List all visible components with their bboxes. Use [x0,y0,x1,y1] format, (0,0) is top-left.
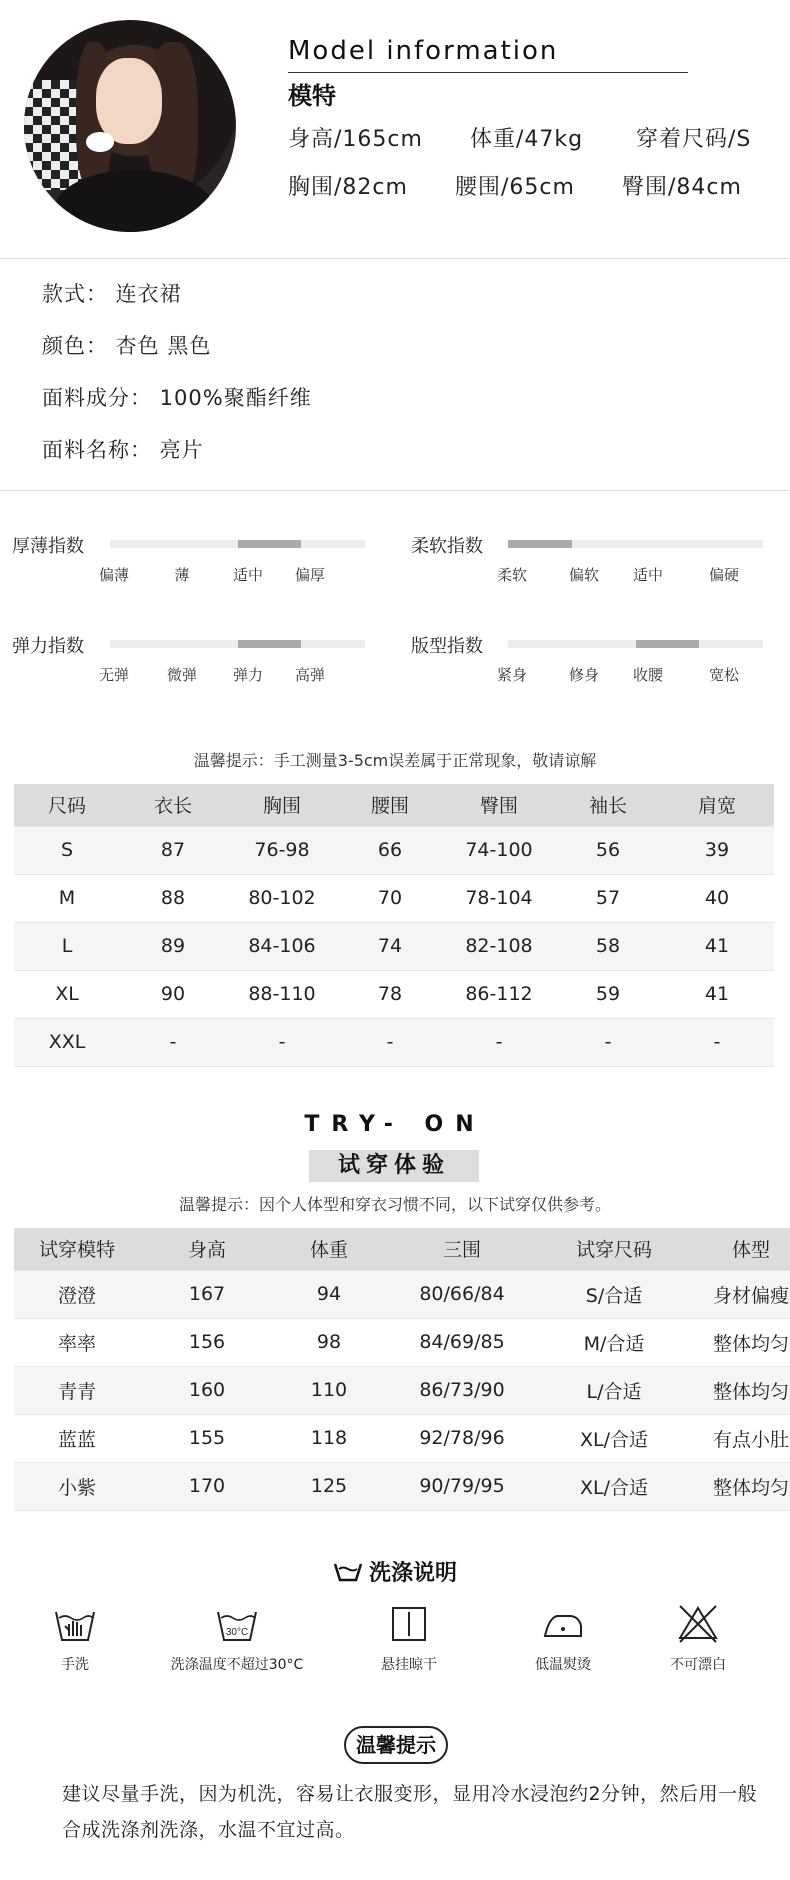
tryon-subtitle: 试穿体验 [309,1150,479,1182]
attr-composition: 面料成分： 100%聚酯纤维 [42,386,312,410]
model-stats-row-1 [288,122,751,153]
model-avatar [24,20,236,232]
table-cell: 41 [660,922,774,970]
table-cell: 率率 [14,1318,140,1366]
wash-item-30c [162,1604,312,1674]
table-cell: - [660,1018,774,1066]
table-cell: 有点小肚 [688,1414,790,1462]
table-cell: 整体均匀 [688,1318,790,1366]
index-label: 柔软 [496,566,527,584]
table-cell: 小紫 [14,1462,140,1510]
index-title-elasticity: 弹力指数 [12,636,84,657]
table-cell: 74-100 [442,826,556,874]
size-table-header: 肩宽 [660,784,774,826]
table-cell: - [442,1018,556,1066]
basin-icon [333,1561,363,1583]
table-cell: 39 [660,826,774,874]
table-cell: 82-108 [442,922,556,970]
size-table-header: 尺码 [14,784,120,826]
table-row [14,1366,790,1414]
tips-title: 温馨提示 [344,1726,448,1764]
table-cell: 66 [338,826,442,874]
wash-item-low-iron [488,1604,638,1674]
table-cell: 84-106 [226,922,338,970]
table-cell: 167 [140,1270,274,1318]
index-title-softness: 柔软指数 [411,536,483,557]
wash-temp-text: 30°C [225,1627,249,1638]
wash-label: 低温熨烫 [535,1657,591,1673]
table-cell: 76-98 [226,826,338,874]
table-cell: 58 [556,922,660,970]
table-row [14,1270,790,1318]
table-cell: - [120,1018,226,1066]
table-cell: 57 [556,874,660,922]
low-iron-icon [541,1604,585,1644]
size-table-header: 胸围 [226,784,338,826]
table-cell: 88 [120,874,226,922]
table-cell: 80-102 [226,874,338,922]
wash-item-hand-wash [0,1604,150,1674]
table-cell: 89 [120,922,226,970]
table-cell: 青青 [14,1366,140,1414]
index-label: 高弹 [294,666,325,684]
index-fill-elasticity [238,640,302,648]
table-cell: 40 [660,874,774,922]
table-cell: 整体均匀 [688,1366,790,1414]
index-label: 薄 [174,566,190,584]
divider [0,258,790,259]
hand-wash-icon [53,1604,97,1644]
table-cell: 92/78/96 [384,1414,540,1462]
index-label: 偏硬 [708,566,739,584]
wash-label: 悬挂晾干 [381,1657,437,1673]
index-fill-thickness [238,540,302,548]
table-cell: 78 [338,970,442,1018]
table-row [14,1318,790,1366]
model-size: 穿着尺码/S [636,127,752,152]
table-cell: 110 [274,1366,384,1414]
table-cell: 74 [338,922,442,970]
index-label: 收腰 [632,666,663,684]
table-cell: 84/69/85 [384,1318,540,1366]
table-cell: 90 [120,970,226,1018]
table-cell: - [338,1018,442,1066]
table-cell: 160 [140,1366,274,1414]
table-row [14,922,774,970]
model-waist: 腰围/65cm [455,175,575,200]
tryon-table-header: 体重 [274,1228,384,1270]
wash-title-text: 洗涤说明 [368,1561,457,1586]
index-bar-softness [508,540,763,548]
table-cell: L [14,922,120,970]
attr-fabric: 面料名称： 亮片 [42,438,204,462]
wash-label: 不可漂白 [670,1657,726,1673]
table-cell: 澄澄 [14,1270,140,1318]
size-table-header: 臀围 [442,784,556,826]
index-fill-fit [636,640,700,648]
model-height: 身高/165cm [288,127,423,152]
index-bar-thickness [110,540,365,548]
index-label: 宽松 [708,666,739,684]
index-title-thickness: 厚薄指数 [12,536,84,557]
attr-color: 颜色： 杏色 黑色 [42,334,212,358]
table-cell: 59 [556,970,660,1018]
table-cell: S/合适 [540,1270,688,1318]
table-cell: M [14,874,120,922]
index-label: 偏软 [568,566,599,584]
table-cell: XXL [14,1018,120,1066]
wash-item-hang-dry [334,1604,484,1674]
index-label: 适中 [632,566,663,584]
table-cell: 87 [120,826,226,874]
table-row [14,874,774,922]
table-row [14,1462,790,1510]
table-cell: 90/79/95 [384,1462,540,1510]
no-bleach-icon [676,1604,720,1644]
wash-label: 洗涤温度不超过30°C [170,1657,304,1673]
attr-style: 款式： 连衣裙 [42,282,182,306]
table-cell: 94 [274,1270,384,1318]
table-row [14,970,774,1018]
table-cell: L/合适 [540,1366,688,1414]
wash-label: 手洗 [61,1657,89,1673]
table-cell: - [226,1018,338,1066]
size-table [14,784,774,1067]
index-label: 偏薄 [98,566,129,584]
index-label: 弹力 [232,666,263,684]
tryon-note: 温馨提示：因个人体型和穿衣习惯不同，以下试穿仅供参考。 [178,1195,611,1214]
tryon-table [14,1228,790,1511]
size-table-header: 衣长 [120,784,226,826]
table-cell: 70 [338,874,442,922]
table-cell: XL [14,970,120,1018]
model-stats-row-2 [288,170,742,201]
table-cell: XL/合适 [540,1414,688,1462]
model-info-title: Model information [288,36,559,66]
tryon-table-header: 三围 [384,1228,540,1270]
model-bust: 胸围/82cm [288,175,408,200]
tips-text: 建议尽量手洗，因为机洗，容易让衣服变形，显用冷水浸泡约2分钟，然后用一般合成洗涤剂洗涤，水温不宜过高。 [62,1783,758,1841]
table-cell: 身材偏瘦 [688,1270,790,1318]
table-cell: 88-110 [226,970,338,1018]
divider [0,490,790,491]
table-cell: S [14,826,120,874]
index-label: 紧身 [496,666,527,684]
table-cell: - [556,1018,660,1066]
table-cell: 78-104 [442,874,556,922]
size-table-header: 袖长 [556,784,660,826]
index-bar-fit [508,640,763,648]
tryon-table-header: 身高 [140,1228,274,1270]
table-cell: 118 [274,1414,384,1462]
table-cell: 98 [274,1318,384,1366]
index-label: 修身 [568,666,599,684]
model-section [0,0,790,258]
table-cell: M/合适 [540,1318,688,1366]
table-cell: 整体均匀 [688,1462,790,1510]
index-label: 微弹 [166,666,197,684]
wash-title [0,1556,790,1587]
table-cell: 41 [660,970,774,1018]
size-note: 温馨提示：手工测量3-5cm误差属于正常现象，敬请谅解 [193,751,597,770]
table-cell: 125 [274,1462,384,1510]
index-fill-softness [508,540,572,548]
tryon-title: TRY- ON [304,1112,486,1137]
wash-item-no-bleach [623,1604,773,1674]
model-hip: 臀围/84cm [622,175,742,200]
tryon-table-header: 试穿尺码 [540,1228,688,1270]
table-cell: 155 [140,1414,274,1462]
table-row [14,1414,790,1462]
index-bar-elasticity [110,640,365,648]
table-cell: 蓝蓝 [14,1414,140,1462]
table-cell: 86-112 [442,970,556,1018]
table-cell: 156 [140,1318,274,1366]
wash-30-icon [215,1604,259,1644]
table-cell: 170 [140,1462,274,1510]
tryon-table-header: 试穿模特 [14,1228,140,1270]
index-label: 适中 [232,566,263,584]
table-cell: 56 [556,826,660,874]
size-table-header: 腰围 [338,784,442,826]
model-weight: 体重/47kg [470,127,584,152]
table-row [14,1018,774,1066]
index-title-fit: 版型指数 [411,636,483,657]
hang-dry-icon [387,1604,431,1644]
title-divider [288,72,688,73]
table-cell: 86/73/90 [384,1366,540,1414]
table-row [14,826,774,874]
index-label: 无弹 [98,666,129,684]
table-cell: 80/66/84 [384,1270,540,1318]
model-subtitle: 模特 [288,82,336,110]
index-label: 偏厚 [294,566,325,584]
table-cell: XL/合适 [540,1462,688,1510]
tryon-table-header: 体型 [688,1228,790,1270]
